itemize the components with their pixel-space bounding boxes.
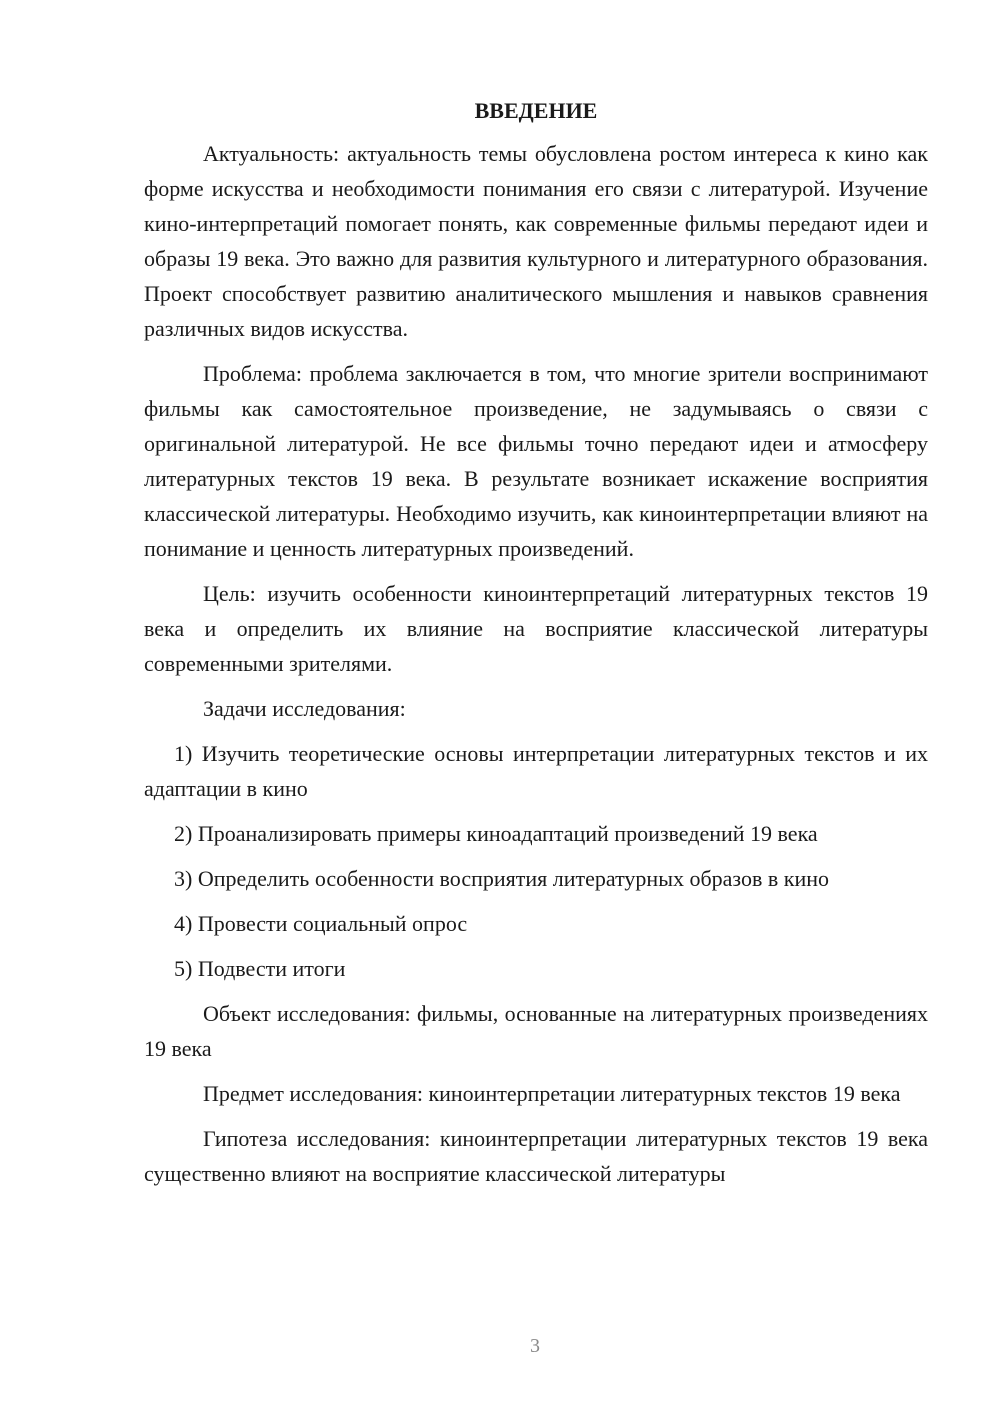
task-item: 3) Определить особенности восприятия литературных образов в кино — [174, 866, 830, 891]
task-item: 2) Проанализировать примеры киноадаптаций произведений 19 века — [174, 821, 818, 846]
section-title: ВВЕДЕНИЕ — [474, 98, 598, 123]
hypothesis-paragraph: Гипотеза исследования: киноинтерпретации литературных текстов 19 века существенно влияют на восприятие классической литературы — [144, 1126, 928, 1186]
page-number: 3 — [530, 1335, 540, 1357]
task-item: 4) Провести социальный опрос — [174, 911, 468, 936]
task-item: 1) Изучить теоретические основы интерпретации литературных текстов и их адаптации в кино — [144, 741, 928, 801]
object-paragraph: Объект исследования: фильмы, основанные на литературных произведениях 19 века — [144, 1001, 928, 1061]
task-item: 5) Подвести итоги — [174, 956, 346, 981]
document-page — [144, 96, 928, 1201]
tasks-list — [144, 736, 928, 986]
problem-paragraph: Проблема: проблема заключается в том, что многие зрители воспринимают фильмы как самостоятельное произведение, не задумываясь о связи с оригинальной литературой. Не все фильмы точно передают идеи и атмосферу литературных текстов 19 века. В результате возникает искажение восприятия классической литературы. Необходимо изучить, как киноинтерпретации влияют на понимание и ценность литературных произведений. — [144, 361, 928, 561]
tasks-heading: Задачи исследования: — [203, 696, 406, 721]
relevance-paragraph: Актуальность: актуальность темы обусловлена ростом интереса к кино как форме искусства и необходимости понимания его связи с литературой. Изучение кино-интерпретаций помогает понять, как современные фильмы передают идеи и образы 19 века. Это важно для развития культурного и литературного образования. Проект способствует развитию аналитического мышления и навыков сравнения различных видов искусства. — [144, 141, 928, 341]
subject-paragraph: Предмет исследования: киноинтерпретации литературных текстов 19 века — [203, 1081, 901, 1106]
goal-paragraph: Цель: изучить особенности киноинтерпретаций литературных текстов 19 века и определить их влияние на восприятие классической литературы современными зрителями. — [144, 581, 928, 676]
